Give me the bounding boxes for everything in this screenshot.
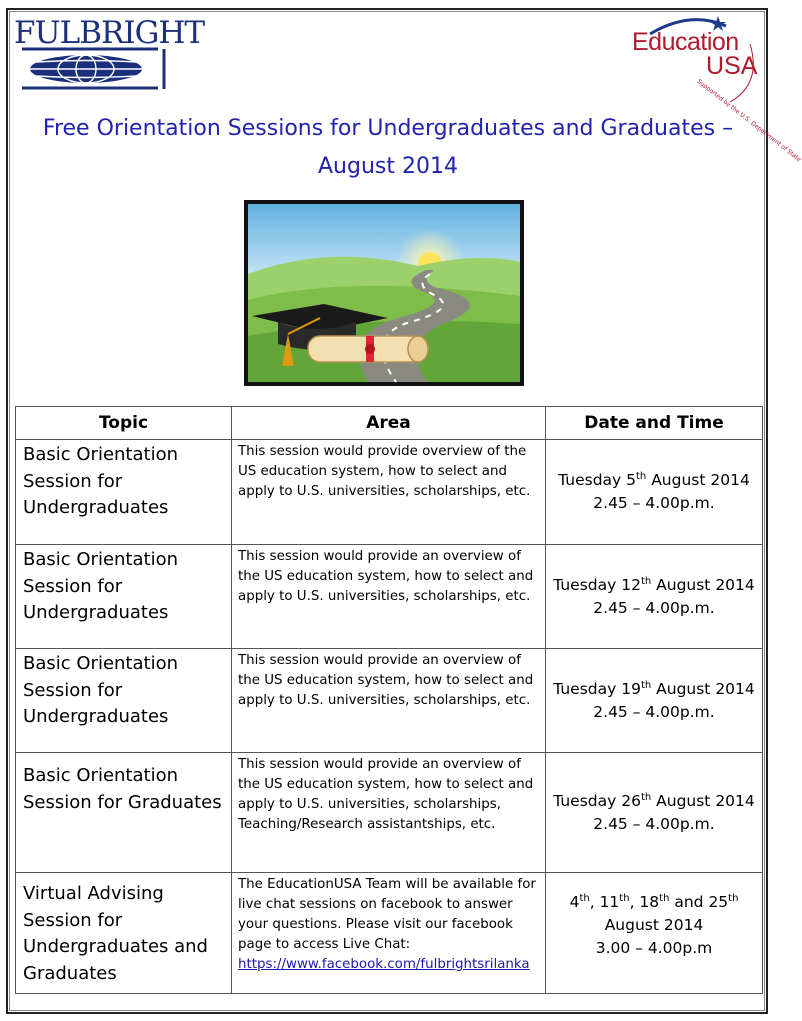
area-cell [232, 873, 546, 994]
topic-line: Virtual Advising [23, 883, 164, 904]
topic-line: Undergraduates [23, 602, 169, 623]
session-time: 2.45 – 4.00p.m. [593, 598, 715, 617]
topic-line: Undergraduates and [23, 936, 208, 957]
table-row [16, 649, 763, 753]
area-line: the US education system, how to select and [238, 673, 534, 688]
area-cell [232, 440, 546, 545]
topic-line: Basic Orientation [23, 653, 178, 674]
session-month: August 2014 [604, 916, 704, 934]
topic-line: Session for Graduates [23, 791, 222, 813]
fulbright-logo [14, 15, 205, 76]
session-date: Tuesday 19th August 2014 [553, 679, 755, 698]
session-time: 2.45 – 4.00p.m. [593, 494, 715, 512]
session-date: Tuesday 26th August 2014 [553, 791, 755, 810]
date-time-cell [546, 545, 763, 649]
area-line: This session would provide an overview of [238, 549, 521, 564]
date-time-cell [546, 440, 763, 545]
topic-line: Undergraduates [23, 497, 169, 518]
date-time-cell [546, 649, 763, 753]
education-label: Education [632, 28, 739, 56]
graduation-cap-diploma-road-icon [248, 204, 520, 382]
topic-line: Session for [23, 909, 123, 931]
date-time-cell [546, 753, 763, 873]
header-date-time: Date and Time [546, 407, 763, 440]
topic-line: Graduates [23, 962, 117, 984]
session-time: 2.45 – 4.00p.m. [593, 702, 715, 721]
date-time-cell [546, 873, 763, 994]
area-line: The EducationUSA Team will be available for [238, 877, 536, 892]
area-line: apply to U.S. universities, scholarships, [238, 797, 502, 812]
globe-icon [22, 49, 158, 89]
title-line-2: August 2014 [318, 154, 458, 179]
fulbright-wordmark: FULBRIGHT [14, 15, 205, 51]
topic-cell [16, 753, 232, 873]
session-time: 2.45 – 4.00p.m. [593, 814, 715, 833]
area-cell [232, 753, 546, 873]
session-time: 3.00 – 4.00p.m [595, 939, 713, 957]
area-line: your questions. Please visit our facebook [238, 917, 513, 932]
topic-line: Basic Orientation [23, 444, 178, 465]
area-line: Teaching/Research assistantships, etc. [238, 817, 496, 832]
topic-cell [16, 545, 232, 649]
topic-line: Basic Orientation [23, 765, 178, 786]
topic-line: Session for [23, 679, 123, 701]
schedule-table [15, 406, 763, 994]
topic-cell [16, 873, 232, 994]
header-topic: Topic [16, 407, 232, 440]
topic-line: Basic Orientation [23, 549, 178, 570]
area-line: apply to U.S. universities, scholarships, etc. [238, 693, 531, 708]
area-line: page to access Live Chat: [238, 937, 411, 952]
session-date: Tuesday 5th August 2014 [558, 470, 750, 489]
area-line: US education system, how to select and [238, 464, 508, 479]
area-cell [232, 545, 546, 649]
area-line: apply to U.S. universities, scholarships, etc. [238, 484, 531, 499]
area-line: the US education system, how to select and [238, 777, 534, 792]
educationusa-logo [630, 14, 802, 164]
header-area: Area [232, 407, 546, 440]
topic-line: Session for [23, 575, 123, 597]
table-row [16, 873, 763, 994]
area-line: This session would provide an overview of [238, 757, 521, 772]
graduation-illustration [244, 200, 524, 386]
topic-cell [16, 649, 232, 753]
area-line: apply to U.S. universities, scholarships, etc. [238, 589, 531, 604]
area-line: live chat sessions on facebook to answer [238, 897, 513, 912]
table-row [16, 545, 763, 649]
topic-line: Session for [23, 470, 123, 492]
session-dates: 4th, 11th, 18th and 25th [569, 892, 739, 911]
topic-line: Undergraduates [23, 706, 169, 727]
educationusa-tagline: Supported by the U.S. Department of State [695, 78, 802, 164]
facebook-link[interactable]: https://www.facebook.com/fulbrightsrilanka [238, 957, 530, 972]
table-header-row [16, 407, 763, 440]
title-line-1: Free Orientation Sessions for Undergraduates and Graduates – [42, 116, 734, 141]
area-line: This session would provide an overview of [238, 653, 521, 668]
area-line: the US education system, how to select and [238, 569, 534, 584]
topic-cell [16, 440, 232, 545]
usa-label: USA [706, 52, 758, 80]
page-title [20, 110, 756, 186]
area-cell [232, 649, 546, 753]
session-date: Tuesday 12th August 2014 [553, 575, 755, 594]
table-row [16, 440, 763, 545]
area-line: This session would provide overview of the [238, 444, 527, 459]
table-row [16, 753, 763, 873]
